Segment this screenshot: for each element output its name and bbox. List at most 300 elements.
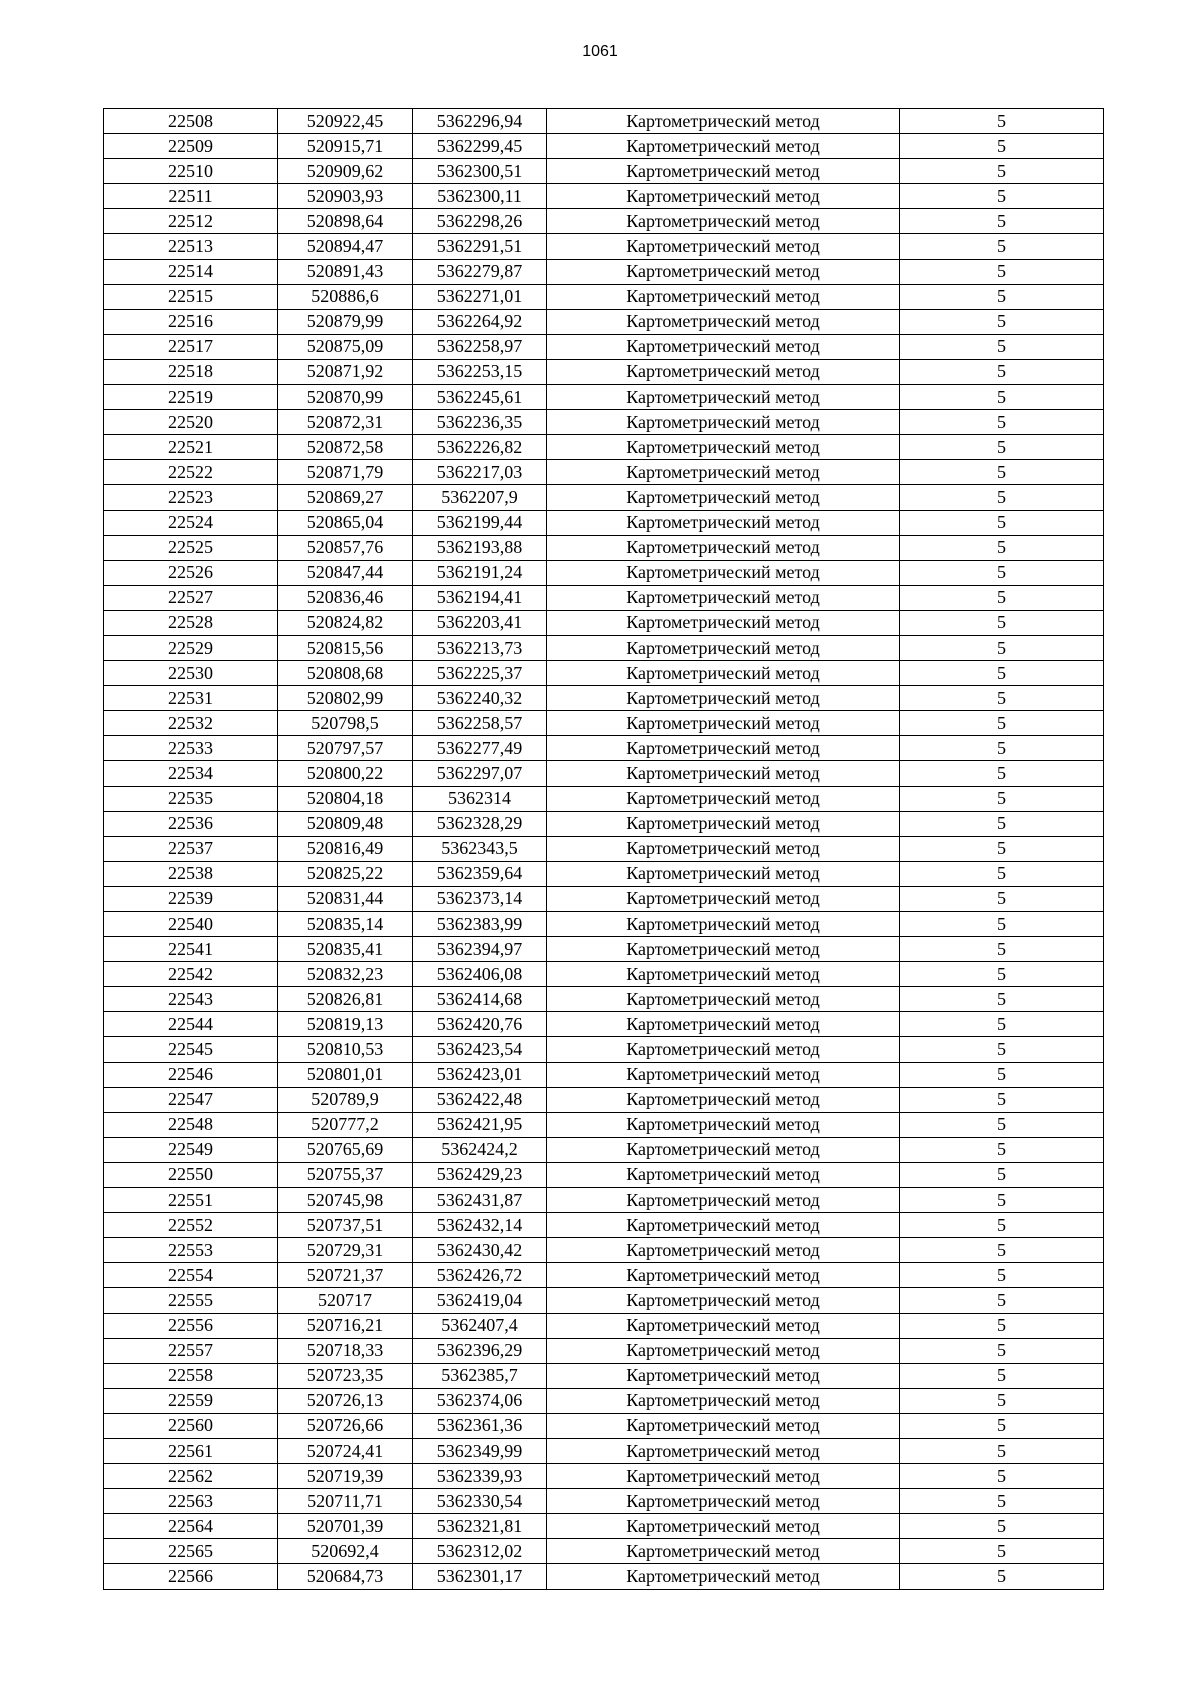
y-coordinate-cell: 5362426,72 [413,1263,547,1288]
y-coordinate-cell: 5362385,7 [413,1363,547,1388]
method-cell: Картометрический метод [547,259,900,284]
x-coordinate-cell: 520857,76 [278,535,413,560]
table-row [104,560,1104,585]
method-cell: Картометрический метод [547,1363,900,1388]
table-row [104,1162,1104,1187]
x-coordinate-cell: 520836,46 [278,585,413,610]
table-row [104,109,1104,134]
y-coordinate-cell: 5362383,99 [413,912,547,937]
point-number-cell: 22525 [104,535,278,560]
method-cell: Картометрический метод [547,184,900,209]
x-coordinate-cell: 520804,18 [278,786,413,811]
point-number-cell: 22531 [104,686,278,711]
accuracy-cell: 5 [900,1489,1104,1514]
accuracy-cell: 5 [900,234,1104,259]
x-coordinate-cell: 520701,39 [278,1514,413,1539]
point-number-cell: 22554 [104,1263,278,1288]
x-coordinate-cell: 520870,99 [278,385,413,410]
x-coordinate-cell: 520819,13 [278,1012,413,1037]
table-row [104,1112,1104,1137]
y-coordinate-cell: 5362432,14 [413,1213,547,1238]
method-cell: Картометрический метод [547,1213,900,1238]
table-row [104,485,1104,510]
point-number-cell: 22540 [104,912,278,937]
method-cell: Картометрический метод [547,886,900,911]
method-cell: Картометрический метод [547,309,900,334]
table-row [104,1213,1104,1238]
x-coordinate-cell: 520909,62 [278,159,413,184]
point-number-cell: 22559 [104,1388,278,1413]
accuracy-cell: 5 [900,1112,1104,1137]
accuracy-cell: 5 [900,811,1104,836]
point-number-cell: 22526 [104,560,278,585]
method-cell: Картометрический метод [547,912,900,937]
x-coordinate-cell: 520871,92 [278,359,413,384]
table-row [104,1464,1104,1489]
point-number-cell: 22515 [104,284,278,309]
method-cell: Картометрический метод [547,1087,900,1112]
table-row [104,1388,1104,1413]
table-row [104,259,1104,284]
point-number-cell: 22533 [104,736,278,761]
point-number-cell: 22564 [104,1514,278,1539]
method-cell: Картометрический метод [547,1564,900,1589]
table-body [104,109,1104,1590]
point-number-cell: 22558 [104,1363,278,1388]
x-coordinate-cell: 520684,73 [278,1564,413,1589]
table-row [104,134,1104,159]
accuracy-cell: 5 [900,1564,1104,1589]
y-coordinate-cell: 5362431,87 [413,1188,547,1213]
y-coordinate-cell: 5362349,99 [413,1438,547,1463]
x-coordinate-cell: 520717 [278,1288,413,1313]
point-number-cell: 22516 [104,309,278,334]
accuracy-cell: 5 [900,410,1104,435]
point-number-cell: 22565 [104,1539,278,1564]
accuracy-cell: 5 [900,1363,1104,1388]
y-coordinate-cell: 5362430,42 [413,1238,547,1263]
y-coordinate-cell: 5362279,87 [413,259,547,284]
table-row [104,1489,1104,1514]
accuracy-cell: 5 [900,886,1104,911]
method-cell: Картометрический метод [547,1539,900,1564]
method-cell: Картометрический метод [547,811,900,836]
accuracy-cell: 5 [900,635,1104,660]
method-cell: Картометрический метод [547,510,900,535]
accuracy-cell: 5 [900,1263,1104,1288]
point-number-cell: 22544 [104,1012,278,1037]
method-cell: Картометрический метод [547,159,900,184]
table-row [104,1188,1104,1213]
accuracy-cell: 5 [900,334,1104,359]
accuracy-cell: 5 [900,209,1104,234]
y-coordinate-cell: 5362298,26 [413,209,547,234]
table-row [104,686,1104,711]
accuracy-cell: 5 [900,1539,1104,1564]
table-row [104,711,1104,736]
point-number-cell: 22513 [104,234,278,259]
point-number-cell: 22510 [104,159,278,184]
y-coordinate-cell: 5362424,2 [413,1137,547,1162]
y-coordinate-cell: 5362236,35 [413,410,547,435]
table-row [104,460,1104,485]
y-coordinate-cell: 5362328,29 [413,811,547,836]
y-coordinate-cell: 5362203,41 [413,610,547,635]
accuracy-cell: 5 [900,1438,1104,1463]
x-coordinate-cell: 520832,23 [278,962,413,987]
table-row [104,510,1104,535]
point-number-cell: 22553 [104,1238,278,1263]
table-row [104,159,1104,184]
method-cell: Картометрический метод [547,786,900,811]
x-coordinate-cell: 520871,79 [278,460,413,485]
accuracy-cell: 5 [900,460,1104,485]
method-cell: Картометрический метод [547,1313,900,1338]
x-coordinate-cell: 520692,4 [278,1539,413,1564]
point-number-cell: 22545 [104,1037,278,1062]
x-coordinate-cell: 520801,01 [278,1062,413,1087]
point-number-cell: 22551 [104,1188,278,1213]
method-cell: Картометрический метод [547,1338,900,1363]
method-cell: Картометрический метод [547,209,900,234]
point-number-cell: 22520 [104,410,278,435]
y-coordinate-cell: 5362245,61 [413,385,547,410]
table-row [104,635,1104,660]
accuracy-cell: 5 [900,661,1104,686]
x-coordinate-cell: 520711,71 [278,1489,413,1514]
method-cell: Картометрический метод [547,134,900,159]
point-number-cell: 22509 [104,134,278,159]
method-cell: Картометрический метод [547,987,900,1012]
table-row [104,334,1104,359]
table-row [104,987,1104,1012]
table-row [104,962,1104,987]
table-row [104,284,1104,309]
table-row [104,886,1104,911]
method-cell: Картометрический метод [547,284,900,309]
x-coordinate-cell: 520810,53 [278,1037,413,1062]
y-coordinate-cell: 5362396,29 [413,1338,547,1363]
point-number-cell: 22529 [104,635,278,660]
y-coordinate-cell: 5362226,82 [413,435,547,460]
point-number-cell: 22517 [104,334,278,359]
x-coordinate-cell: 520922,45 [278,109,413,134]
method-cell: Картометрический метод [547,686,900,711]
y-coordinate-cell: 5362258,57 [413,711,547,736]
accuracy-cell: 5 [900,510,1104,535]
accuracy-cell: 5 [900,786,1104,811]
point-number-cell: 22543 [104,987,278,1012]
y-coordinate-cell: 5362421,95 [413,1112,547,1137]
accuracy-cell: 5 [900,1514,1104,1539]
x-coordinate-cell: 520809,48 [278,811,413,836]
method-cell: Картометрический метод [547,1062,900,1087]
y-coordinate-cell: 5362258,97 [413,334,547,359]
accuracy-cell: 5 [900,1338,1104,1363]
table-row [104,811,1104,836]
point-number-cell: 22556 [104,1313,278,1338]
method-cell: Картометрический метод [547,1263,900,1288]
method-cell: Картометрический метод [547,861,900,886]
y-coordinate-cell: 5362330,54 [413,1489,547,1514]
x-coordinate-cell: 520815,56 [278,635,413,660]
table-row [104,385,1104,410]
method-cell: Картометрический метод [547,460,900,485]
method-cell: Картометрический метод [547,410,900,435]
table-row [104,786,1104,811]
x-coordinate-cell: 520875,09 [278,334,413,359]
table-row [104,1288,1104,1313]
accuracy-cell: 5 [900,1464,1104,1489]
table-row [104,1012,1104,1037]
method-cell: Картометрический метод [547,485,900,510]
table-row [104,861,1104,886]
x-coordinate-cell: 520872,58 [278,435,413,460]
y-coordinate-cell: 5362406,08 [413,962,547,987]
y-coordinate-cell: 5362419,04 [413,1288,547,1313]
accuracy-cell: 5 [900,836,1104,861]
point-number-cell: 22541 [104,937,278,962]
x-coordinate-cell: 520831,44 [278,886,413,911]
method-cell: Картометрический метод [547,334,900,359]
y-coordinate-cell: 5362264,92 [413,309,547,334]
accuracy-cell: 5 [900,1162,1104,1187]
y-coordinate-cell: 5362420,76 [413,1012,547,1037]
table-row [104,610,1104,635]
y-coordinate-cell: 5362312,02 [413,1539,547,1564]
x-coordinate-cell: 520800,22 [278,761,413,786]
accuracy-cell: 5 [900,585,1104,610]
x-coordinate-cell: 520915,71 [278,134,413,159]
method-cell: Картометрический метод [547,560,900,585]
accuracy-cell: 5 [900,1087,1104,1112]
accuracy-cell: 5 [900,359,1104,384]
accuracy-cell: 5 [900,1288,1104,1313]
x-coordinate-cell: 520719,39 [278,1464,413,1489]
table-row [104,1363,1104,1388]
accuracy-cell: 5 [900,686,1104,711]
table-row [104,359,1104,384]
y-coordinate-cell: 5362429,23 [413,1162,547,1187]
accuracy-cell: 5 [900,1388,1104,1413]
y-coordinate-cell: 5362199,44 [413,510,547,535]
y-coordinate-cell: 5362191,24 [413,560,547,585]
x-coordinate-cell: 520789,9 [278,1087,413,1112]
y-coordinate-cell: 5362414,68 [413,987,547,1012]
accuracy-cell: 5 [900,284,1104,309]
x-coordinate-cell: 520777,2 [278,1112,413,1137]
table-row [104,209,1104,234]
accuracy-cell: 5 [900,1062,1104,1087]
x-coordinate-cell: 520737,51 [278,1213,413,1238]
method-cell: Картометрический метод [547,962,900,987]
x-coordinate-cell: 520816,49 [278,836,413,861]
method-cell: Картометрический метод [547,109,900,134]
accuracy-cell: 5 [900,1313,1104,1338]
accuracy-cell: 5 [900,309,1104,334]
accuracy-cell: 5 [900,159,1104,184]
table-row [104,761,1104,786]
accuracy-cell: 5 [900,1413,1104,1438]
point-number-cell: 22524 [104,510,278,535]
x-coordinate-cell: 520802,99 [278,686,413,711]
accuracy-cell: 5 [900,1238,1104,1263]
method-cell: Картометрический метод [547,937,900,962]
x-coordinate-cell: 520865,04 [278,510,413,535]
y-coordinate-cell: 5362207,9 [413,485,547,510]
x-coordinate-cell: 520898,64 [278,209,413,234]
y-coordinate-cell: 5362296,94 [413,109,547,134]
x-coordinate-cell: 520729,31 [278,1238,413,1263]
table-row [104,435,1104,460]
accuracy-cell: 5 [900,761,1104,786]
point-number-cell: 22547 [104,1087,278,1112]
page-number: 1061 [582,43,618,60]
method-cell: Картометрический метод [547,585,900,610]
table-row [104,661,1104,686]
x-coordinate-cell: 520869,27 [278,485,413,510]
table-row [104,1263,1104,1288]
point-number-cell: 22542 [104,962,278,987]
y-coordinate-cell: 5362339,93 [413,1464,547,1489]
accuracy-cell: 5 [900,385,1104,410]
method-cell: Картометрический метод [547,1514,900,1539]
x-coordinate-cell: 520765,69 [278,1137,413,1162]
method-cell: Картометрический метод [547,1438,900,1463]
point-number-cell: 22539 [104,886,278,911]
table-row [104,1539,1104,1564]
accuracy-cell: 5 [900,736,1104,761]
method-cell: Картометрический метод [547,1137,900,1162]
table-row [104,1087,1104,1112]
y-coordinate-cell: 5362240,32 [413,686,547,711]
point-number-cell: 22518 [104,359,278,384]
table-row [104,937,1104,962]
accuracy-cell: 5 [900,711,1104,736]
method-cell: Картометрический метод [547,1413,900,1438]
accuracy-cell: 5 [900,1213,1104,1238]
y-coordinate-cell: 5362359,64 [413,861,547,886]
x-coordinate-cell: 520886,6 [278,284,413,309]
point-number-cell: 22535 [104,786,278,811]
x-coordinate-cell: 520726,13 [278,1388,413,1413]
accuracy-cell: 5 [900,109,1104,134]
accuracy-cell: 5 [900,485,1104,510]
point-number-cell: 22521 [104,435,278,460]
table-row [104,1338,1104,1363]
point-number-cell: 22549 [104,1137,278,1162]
y-coordinate-cell: 5362361,36 [413,1413,547,1438]
accuracy-cell: 5 [900,535,1104,560]
table-row [104,1037,1104,1062]
method-cell: Картометрический метод [547,535,900,560]
point-number-cell: 22508 [104,109,278,134]
table-row [104,1238,1104,1263]
table-row [104,1564,1104,1589]
x-coordinate-cell: 520755,37 [278,1162,413,1187]
y-coordinate-cell: 5362213,73 [413,635,547,660]
x-coordinate-cell: 520718,33 [278,1338,413,1363]
point-number-cell: 22537 [104,836,278,861]
y-coordinate-cell: 5362407,4 [413,1313,547,1338]
accuracy-cell: 5 [900,435,1104,460]
method-cell: Картометрический метод [547,1464,900,1489]
accuracy-cell: 5 [900,1188,1104,1213]
point-number-cell: 22557 [104,1338,278,1363]
point-number-cell: 22528 [104,610,278,635]
y-coordinate-cell: 5362297,07 [413,761,547,786]
y-coordinate-cell: 5362321,81 [413,1514,547,1539]
y-coordinate-cell: 5362291,51 [413,234,547,259]
method-cell: Картометрический метод [547,711,900,736]
y-coordinate-cell: 5362253,15 [413,359,547,384]
point-number-cell: 22527 [104,585,278,610]
table-row [104,1413,1104,1438]
point-number-cell: 22546 [104,1062,278,1087]
y-coordinate-cell: 5362314 [413,786,547,811]
table-row [104,1137,1104,1162]
method-cell: Картометрический метод [547,359,900,384]
x-coordinate-cell: 520847,44 [278,560,413,585]
point-number-cell: 22534 [104,761,278,786]
table-row [104,234,1104,259]
method-cell: Картометрический метод [547,1489,900,1514]
method-cell: Картометрический метод [547,1288,900,1313]
method-cell: Картометрический метод [547,1012,900,1037]
x-coordinate-cell: 520716,21 [278,1313,413,1338]
point-number-cell: 22532 [104,711,278,736]
accuracy-cell: 5 [900,259,1104,284]
y-coordinate-cell: 5362300,11 [413,184,547,209]
x-coordinate-cell: 520721,37 [278,1263,413,1288]
accuracy-cell: 5 [900,962,1104,987]
accuracy-cell: 5 [900,912,1104,937]
accuracy-cell: 5 [900,134,1104,159]
method-cell: Картометрический метод [547,610,900,635]
method-cell: Картометрический метод [547,1162,900,1187]
x-coordinate-cell: 520726,66 [278,1413,413,1438]
x-coordinate-cell: 520724,41 [278,1438,413,1463]
method-cell: Картометрический метод [547,736,900,761]
method-cell: Картометрический метод [547,234,900,259]
x-coordinate-cell: 520797,57 [278,736,413,761]
x-coordinate-cell: 520894,47 [278,234,413,259]
y-coordinate-cell: 5362301,17 [413,1564,547,1589]
table-row [104,736,1104,761]
point-number-cell: 22560 [104,1413,278,1438]
y-coordinate-cell: 5362277,49 [413,736,547,761]
table-row [104,1514,1104,1539]
y-coordinate-cell: 5362217,03 [413,460,547,485]
accuracy-cell: 5 [900,1037,1104,1062]
point-number-cell: 22536 [104,811,278,836]
x-coordinate-cell: 520824,82 [278,610,413,635]
method-cell: Картометрический метод [547,836,900,861]
point-number-cell: 22511 [104,184,278,209]
method-cell: Картометрический метод [547,385,900,410]
table-row [104,585,1104,610]
x-coordinate-cell: 520825,22 [278,861,413,886]
method-cell: Картометрический метод [547,1188,900,1213]
point-number-cell: 22523 [104,485,278,510]
accuracy-cell: 5 [900,937,1104,962]
point-number-cell: 22530 [104,661,278,686]
method-cell: Картометрический метод [547,1238,900,1263]
accuracy-cell: 5 [900,1137,1104,1162]
point-number-cell: 22514 [104,259,278,284]
point-number-cell: 22548 [104,1112,278,1137]
method-cell: Картометрический метод [547,1037,900,1062]
